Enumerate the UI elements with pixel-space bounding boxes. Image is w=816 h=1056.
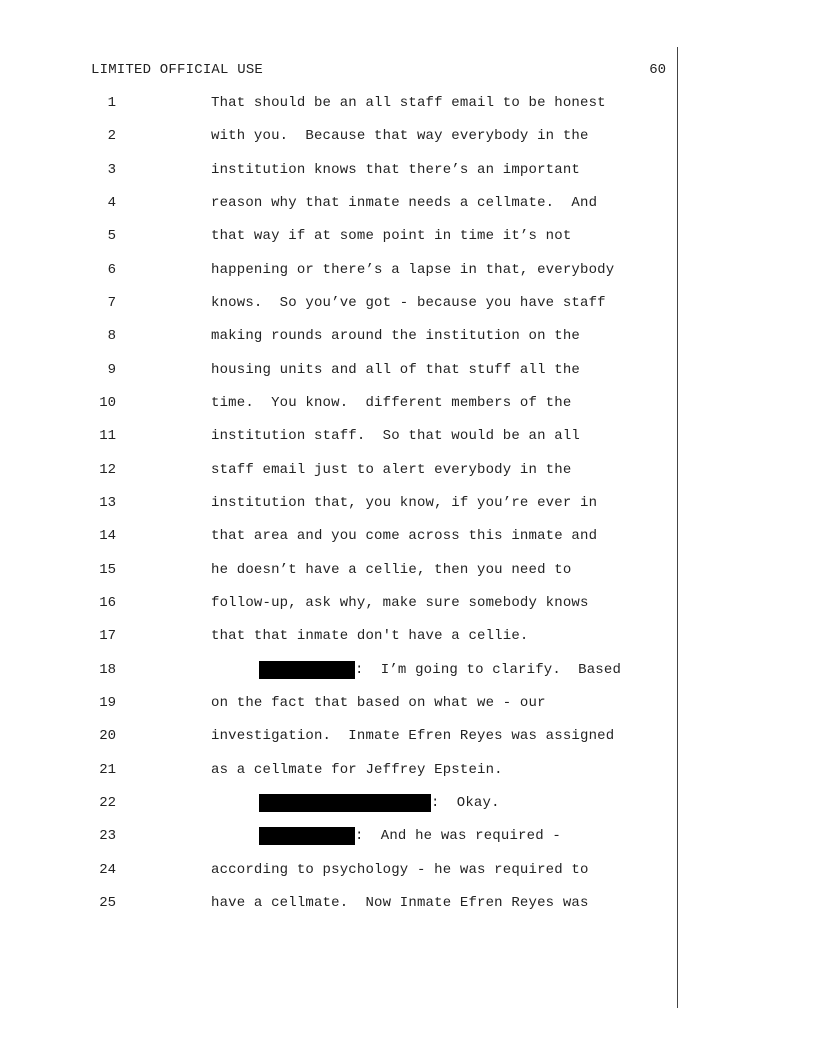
transcript-line	[0, 759, 816, 792]
speaker-line	[259, 827, 561, 845]
line-number: 23	[99, 828, 116, 844]
line-number: 15	[99, 562, 116, 578]
line-text: knows. So you’ve got - because you have staff	[211, 295, 606, 311]
transcript-line	[0, 392, 816, 425]
line-number: 2	[107, 128, 116, 144]
transcript-line	[0, 425, 816, 458]
line-text: That should be an all staff email to be honest	[211, 95, 606, 111]
line-number: 1	[107, 95, 116, 111]
line-number: 21	[99, 762, 116, 778]
line-text: follow-up, ask why, make sure somebody knows	[211, 595, 589, 611]
line-number: 20	[99, 728, 116, 744]
line-text: happening or there’s a lapse in that, everybody	[211, 262, 615, 278]
transcript-line	[0, 625, 816, 658]
transcript-line	[0, 325, 816, 358]
line-text: with you. Because that way everybody in the	[211, 128, 589, 144]
redaction-block	[259, 661, 355, 679]
line-text: that way if at some point in time it’s not	[211, 228, 572, 244]
line-text: have a cellmate. Now Inmate Efren Reyes was	[211, 895, 589, 911]
transcript-line	[0, 725, 816, 758]
line-number: 14	[99, 528, 116, 544]
transcript-line	[0, 659, 816, 692]
line-text: housing units and all of that stuff all the	[211, 362, 580, 378]
transcript-line	[0, 592, 816, 625]
line-text: institution staff. So that would be an all	[211, 428, 580, 444]
line-text: making rounds around the institution on the	[211, 328, 580, 344]
line-number: 5	[107, 228, 116, 244]
line-text: on the fact that based on what we - our	[211, 695, 546, 711]
line-text: according to psychology - he was required to	[211, 862, 589, 878]
line-number: 12	[99, 462, 116, 478]
transcript-line	[0, 859, 816, 892]
line-number: 11	[99, 428, 116, 444]
redaction-block	[259, 794, 431, 812]
transcript-line	[0, 492, 816, 525]
transcript-line	[0, 892, 816, 925]
classification-header: LIMITED OFFICIAL USE	[91, 62, 264, 78]
speaker-line	[259, 794, 500, 812]
page-number: 60	[649, 62, 666, 78]
line-text: as a cellmate for Jeffrey Epstein.	[211, 762, 503, 778]
line-number: 4	[107, 195, 116, 211]
transcript-line	[0, 525, 816, 558]
line-number: 24	[99, 862, 116, 878]
transcript-line	[0, 192, 816, 225]
line-text: institution that, you know, if you’re ever in	[211, 495, 598, 511]
line-number: 19	[99, 695, 116, 711]
line-number: 13	[99, 495, 116, 511]
speaker-text: : And he was required -	[355, 828, 561, 844]
line-text: investigation. Inmate Efren Reyes was assigned	[211, 728, 615, 744]
transcript-line	[0, 792, 816, 825]
transcript-line	[0, 825, 816, 858]
speaker-text: : Okay.	[431, 795, 500, 811]
transcript-line	[0, 559, 816, 592]
transcript-line	[0, 92, 816, 125]
line-text: that area and you come across this inmate and	[211, 528, 598, 544]
line-number: 22	[99, 795, 116, 811]
line-text: reason why that inmate needs a cellmate. And	[211, 195, 598, 211]
transcript-line	[0, 459, 816, 492]
line-text: staff email just to alert everybody in the	[211, 462, 572, 478]
redaction-block	[259, 827, 355, 845]
transcript-line	[0, 692, 816, 725]
speaker-text: : I’m going to clarify. Based	[355, 662, 622, 678]
transcript-line	[0, 225, 816, 258]
line-number: 3	[107, 162, 116, 178]
line-number: 25	[99, 895, 116, 911]
line-number: 8	[107, 328, 116, 344]
line-number: 18	[99, 662, 116, 678]
speaker-line	[259, 661, 621, 679]
line-number: 17	[99, 628, 116, 644]
line-text: he doesn’t have a cellie, then you need to	[211, 562, 572, 578]
line-text: time. You know. different members of the	[211, 395, 572, 411]
line-number: 7	[107, 295, 116, 311]
line-number: 9	[107, 362, 116, 378]
line-text: that that inmate don't have a cellie.	[211, 628, 529, 644]
line-number: 10	[99, 395, 116, 411]
transcript-line	[0, 159, 816, 192]
transcript-line	[0, 259, 816, 292]
line-number: 16	[99, 595, 116, 611]
line-text: institution knows that there’s an important	[211, 162, 580, 178]
transcript-line	[0, 359, 816, 392]
transcript-line	[0, 125, 816, 158]
line-number: 6	[107, 262, 116, 278]
transcript-line	[0, 292, 816, 325]
